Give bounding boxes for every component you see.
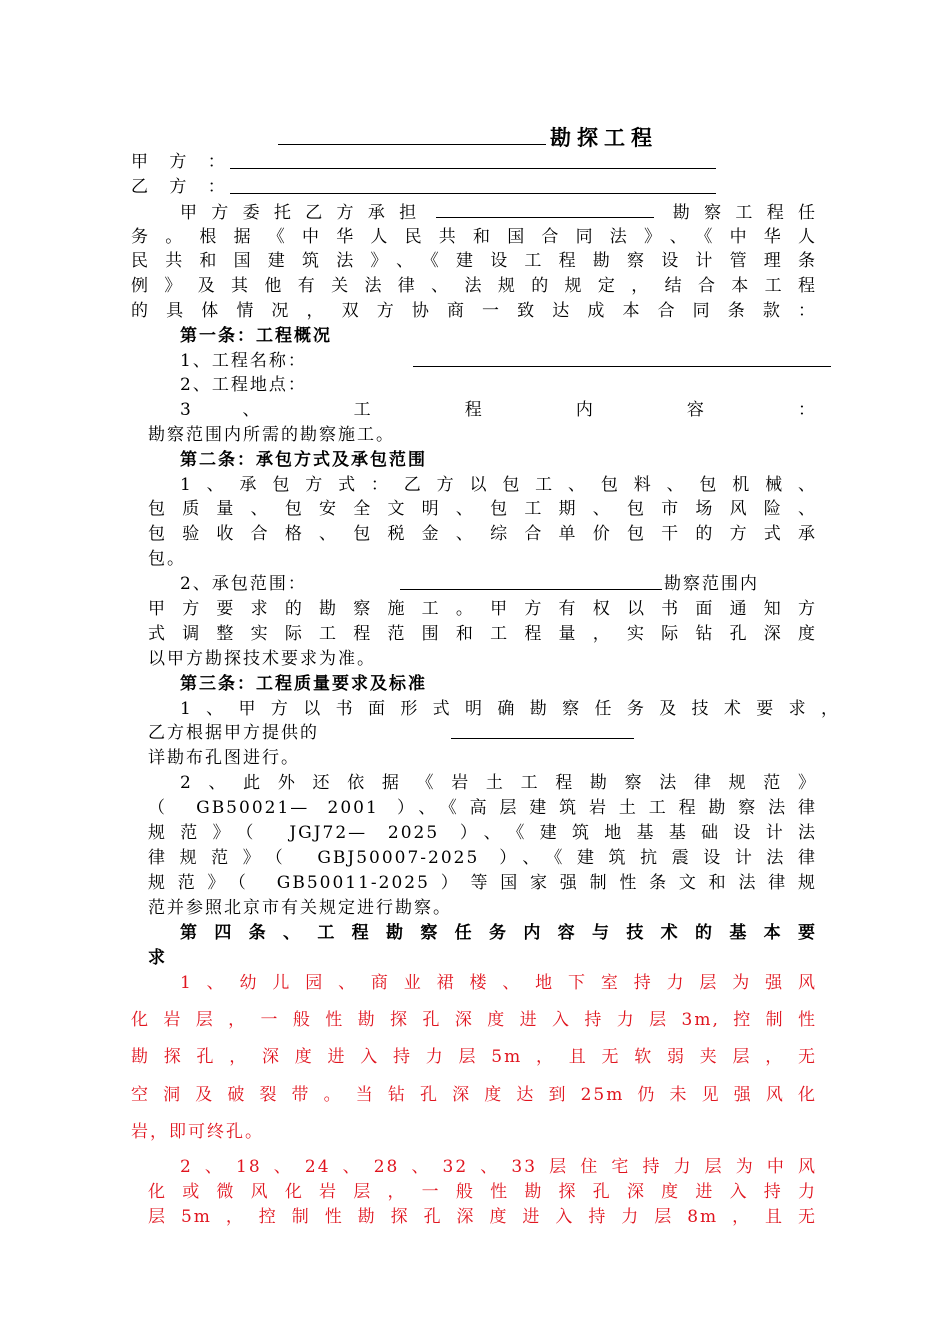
task-name-blank bbox=[436, 200, 654, 218]
art1-heading: 第一条：工程概况 bbox=[180, 326, 332, 346]
party-a-row bbox=[131, 150, 233, 174]
art2-item1-line3: 包验收合格、包税金、综合单价包干的方式承 bbox=[148, 524, 817, 544]
art2-item1-line1: 1、承包方式：乙方以包工、包料、包机械、 bbox=[180, 475, 817, 495]
art4-item1-line5: 岩，即可终孔。 bbox=[131, 1122, 264, 1142]
art4-heading-line2: 求 bbox=[148, 948, 167, 968]
art1-item3-a: 3 、 工 程 内 容 ： bbox=[180, 400, 817, 420]
art3-item2-line6: 范并参照北京市有关规定进行勘察。 bbox=[148, 898, 452, 918]
art2-item2-line3: 以甲方勘探技术要求为准。 bbox=[148, 649, 376, 669]
art3-item2-line2: （ GB50021— 2001 ）、《高层建筑岩土工程勘察法律 bbox=[148, 798, 817, 818]
intro-line-3: 民共和国建筑法》、《建设工程勘察设计管理条 bbox=[131, 251, 817, 271]
intro-line-4: 例》及其他有关法律、法规的规定，结合本工程 bbox=[131, 276, 817, 296]
art4-item2-line2: 化或微风化岩层，一般性勘探孔深度进入持力 bbox=[148, 1182, 817, 1202]
drawing-blank bbox=[451, 721, 634, 739]
project-name-blank bbox=[278, 122, 546, 145]
art3-heading: 第三条：工程质量要求及标准 bbox=[180, 674, 427, 694]
project-title-blank bbox=[413, 349, 831, 367]
art3-item2-line1: 2、此外还依据《岩土工程勘察法律规范》 bbox=[180, 773, 817, 793]
art2-item2-a: 2、承包范围： 勘察范围内 bbox=[180, 574, 759, 594]
art2-heading: 第二条：承包方式及承包范围 bbox=[180, 450, 427, 470]
art4-item1-line2: 化岩层，一般性勘探孔深度进入持力层3m,控制性 bbox=[131, 1010, 817, 1030]
art4-item1-line4: 空洞及破裂带。当钻孔深度达到25m仍未见强风化 bbox=[131, 1085, 817, 1105]
art3-item2-line4: 律规范》（ GBJ50007-2025 ）、《建筑抗震设计法律 bbox=[148, 848, 817, 868]
document-title bbox=[278, 122, 658, 153]
art1-item1: 1、工程名称： bbox=[180, 349, 830, 373]
art3-item2-line3: 规范》（ JGJ72— 2025 ）、《建筑地基基础设计法 bbox=[148, 823, 817, 843]
art1-item3-b: 勘察范围内所需的勘察施工。 bbox=[148, 425, 395, 445]
party-a-label: 甲 方 ： bbox=[131, 152, 233, 172]
art2-item2-line2: 式调整实际工程范围和工程量，实际钻孔深度 bbox=[148, 624, 817, 644]
party-b-label: 乙 方 ： bbox=[131, 177, 233, 197]
art3-item1-b: 乙方根据甲方提供的 bbox=[148, 721, 817, 745]
scope-blank bbox=[400, 572, 662, 590]
art4-item1-line1: 1、幼儿园、商业裙楼、地下室持力层为强风 bbox=[180, 973, 817, 993]
intro-line-1: 甲方委托乙方承担 勘察工程任 bbox=[180, 200, 817, 225]
title-text: 勘探工程 bbox=[550, 125, 658, 150]
art2-item1-line4: 包。 bbox=[148, 549, 186, 569]
art4-item2-line1: 2、18、24、28、32、33层住宅持力层为中风 bbox=[180, 1157, 817, 1177]
intro-line-5: 的具体情况，双方协商一致达成本合同条款： bbox=[131, 301, 817, 321]
art2-item2-line1: 甲方要求的勘察施工。甲方有权以书面通知方 bbox=[148, 599, 817, 619]
intro-line-2: 务。根据《中华人民共和国合同法》、《中华人 bbox=[131, 227, 817, 247]
art3-item1-a: 1、甲方以书面形式明确勘察任务及技术要求， bbox=[180, 699, 840, 719]
art1-item2: 2、工程地点： bbox=[180, 375, 307, 395]
art4-item1-line3: 勘探孔，深度进入持力层5m，且无软弱夹层，无 bbox=[131, 1047, 817, 1067]
art3-item1-c: 详勘布孔图进行。 bbox=[148, 748, 300, 768]
art2-item1-line2: 包质量、包安全文明、包工期、包市场风险、 bbox=[148, 499, 817, 519]
party-b-row bbox=[131, 175, 233, 199]
art3-item2-line5: 规范》（ GB50011-2025）等国家强制性条文和法律规 bbox=[148, 873, 817, 893]
party-b-blank bbox=[230, 175, 716, 194]
art4-item2-line3: 层5m，控制性勘探孔深度进入持力层8m，且无 bbox=[148, 1207, 817, 1227]
art4-heading-line1: 第四条、工程勘察任务内容与技术的基本要 bbox=[180, 923, 817, 943]
party-a-blank bbox=[230, 150, 716, 169]
